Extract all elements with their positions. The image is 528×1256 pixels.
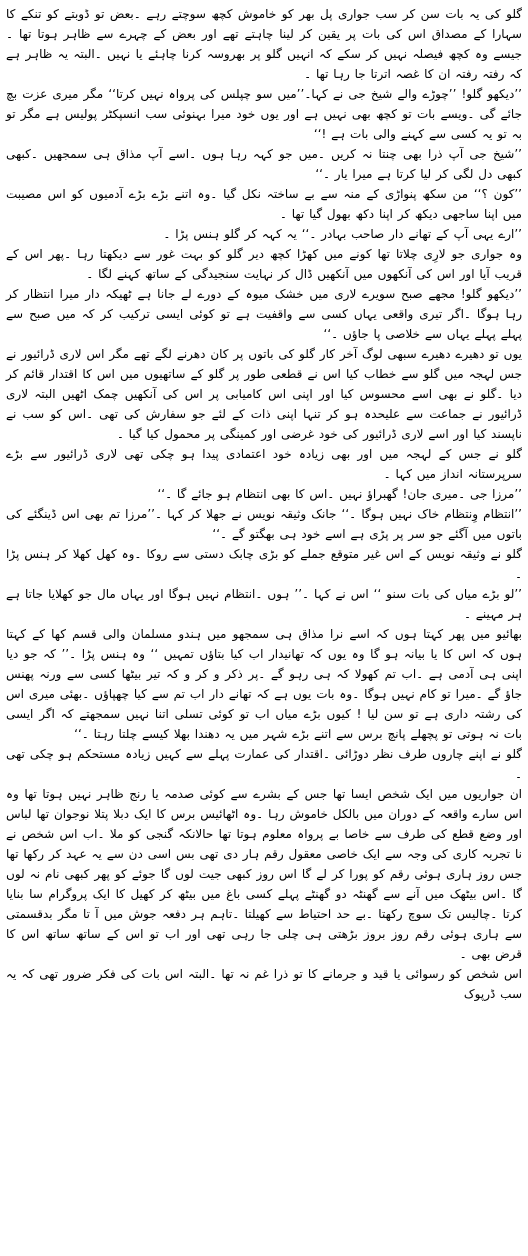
paragraph-5: ’’ارے یہی آپ کے تھانے دار صاحب بہادر ۔‘‘ یہ کہہ کر گلو ہنس پڑا ۔ [163,227,522,241]
paragraph-11: ’’انتظام وِنتظام خاک نہیں ہوگا ۔‘‘ جانک وثیقہ نویس نے جھلا کر کہا ۔’’مرزا تم بھی اس ڈینگئے کی باتوں میں آگئے جو سر پر پڑی ہے اسے خود ہی بھگتو گے ۔‘‘ [6,507,522,541]
paragraph-6: وہ جواری جو لارِی چلاتا تھا کونے میں کھڑا کچھ دیر گلو کو بہت غور سے دیکھتا رہا ۔پھر اس کے قریب آیا اور اس کی آنکھوں میں آنکھیں ڈال کر نہایت سنجیدگی کے ساتھ کہنے لگا ۔ [6,247,522,281]
paragraph-4: ’’کون ؟‘‘ من سکھ پنواڑی کے منہ سے بے ساختہ نکل گیا ۔وہ اتنے بڑے بڑے آدمیوں کو اس مصیبت میں اپنا ساجھی دیکھ کر اپنا دکھ بھول گیا تھا ۔ [6,187,522,221]
paragraph-14: بھائیو میں پھر کہتا ہوں کہ اسے نرا مذاق ہی سمجھو میں ہندو مسلمان والی قسم کھا کے کہتا ہوں کہ اس کا یا بیانہ ہو گا وہ یوں کہ تھانیدار اب کیا بتاؤں تمہیں ‘‘ وہ ہنس پڑا ۔’’ کہ جو دیا اپنی ہی آدمی ہے ۔اب تم کھولا کہ ہی رہو گے ۔پر ذکر و کر و کہ تیر بیٹھا کسی سے ورنہ پھنس جاؤ گے ۔میرا تو کام نہیں ہوگا ۔وہ بات یوں ہے کہ تھانے دار اب تم سے کیا چھپاؤں ۔بھئی میری اس کی رشتہ داری ہے تو سن لیا ! کیوں بڑے میاں اب تو کوئی تسلی اتنا نہیں سمجھتے کہ اگر ایسی بات نہ ہوتی تو پچھلے پانچ برس سے اتنے بڑے شہر میں یہ دھندا بھلا کیسے چلتا رہتا ۔‘‘ [6,627,522,741]
paragraph-8: یوں تو دھیرے دھیرے سبھی لوگ آخر کار گلو کی باتوں پر کان دھرنے لگے تھے مگر اس لاری ڈرائیور نے جس لہجہ میں گلو سے خطاب کیا اس نے قطعی طور پر گلو کے ساتھیوں میں اس کا اقتدار قائم کر دیا ۔گلو نے بھی اسے محسوس کیا اور اپنی اس کامیابی پر اس کی آنکھیں چمک اٹھیں البتہ لاری ڈرائیور نے جماعت سے علیحدہ ہو کر تنہا اپنی ذات کے لئے جو سفارش کی تھی ۔اس کو سب نے ناپسند کیا اور اسے لاری ڈرائیور کی خود غرضی اور کمینگی پر محمول کیا گیا ۔ [6,347,522,441]
paragraph-16: ان جواریوں میں ایک شخص ایسا تھا جس کے بشرے سے کوئی صدمہ یا رنج ظاہر نہیں ہوتا تھا وہ اس سارے واقعہ کے دوران میں بالکل خاموش رہا ۔وہ اٹھائیس برس کا ایک دبلا پتلا نوجوان تھا لباس اور وضع قطع کی طرف سے خاصا بے پرواہ معلوم ہوتا تھا حالانکہ گنجی کو ملا ۔اب اس شخص نے نا تجربہ کاری کی وجہ سے ایک خاصی معقول رقم ہار دی تھی بس اسی دن سے یہ عہد کر رکھا تھا جس روز ہاری ہوئی رقم کو پورا کر لے گا اس روز کبھی جیت لوں گا جوئے کو پھر کبھی نام نہ لوں گا ۔اس بیٹھک میں آنے سے گھنٹہ دو گھنٹے پہلے کسی باغ میں بیٹھ کر کھیل کا ایک پروگرام سا بنایا کرتا ۔چالیس تک سوچ رکھتا ۔بے حد احتیاط سے کھیلتا ۔تاہم ہر دفعہ جوش میں آ تا مگر بدقسمتی سے ہاری ہوئی رقم روز بروز بڑھتی ہی چلی جا رہی تھی اور اب تو اس کے ساتھ ساتھ اس کا قرض بھی ۔ [6,787,522,961]
paragraph-17: اس شخص کو رسوائی یا قید و جرمانے کا تو ذرا غم نہ تھا ۔البتہ اس بات کی فکر ضرور تھی کہ یہ سب ڈرپوک [6,967,522,1001]
paragraph-9: گلو نے جس کے لہجہ میں اور بھی زیادہ خود اعتمادی پیدا ہو چکی تھی لاری ڈرائیور سے بڑے سرپرستانہ انداز میں کہا ۔ [6,447,522,481]
paragraph-15: گلو نے اپنے چاروں طرف نظر دوڑائی ۔اقتدار کی عمارت پہلے سے کہیں زیادہ مستحکم ہو چکی تھی ۔ [6,747,522,781]
paragraph-12: گلو نے وثیقہ نویس کے اس غیر متوقع جملے کو بڑی چابک دستی سے روکا ۔وہ کھل کھلا کر ہنس پڑا ۔ [6,547,522,581]
paragraph-7: ’’دیکھو گلو! مجھے صبح سویرے لاری میں خشک میوہ کے دورے لے جانا ہے ٹھیکہ دار میرا انتظار کر رہا ہوگا ۔اگر تیری واقعی یہاں کسی سے واقفیت ہے تو کوئی ایسی ترکیب کر کہ میں صبح سے پہلے پہلے یہاں سے خلاصی پا جاؤں ۔‘‘ [6,287,522,341]
paragraph-13: ’’لو بڑے میاں کی بات سنو ‘‘ اس نے کہا ۔’’ ہوں ۔انتظام نہیں ہوگا اور یہاں مال جو کھلایا جاتا ہے ہر مہینے ۔ [6,587,522,621]
paragraph-1: گلو کی یہ بات سن کر سب جواری پل بھر کو خاموش کچھ سوچتے رہے ۔بعض تو ڈوبتے کو تنکے کا سہارا کے مصداق اس کی بات پر یقین کر لینا چاہتے تھے اور بعض کے چہرے سے ظاہر ہوتا تھا ۔جیسے وہ کچھ فیصلہ نہیں کر سکے کہ انہیں گلو پر بھروسہ کرنا چاہئے یا نہیں ۔البتہ یہ ظاہر ہے کہ رفتہ رفتہ ان کا غصہ اترتا جا رہا تھا ۔ [6,7,522,81]
paragraph-10: ’’مرزا جی ۔میری جان! گھبراؤ نہیں ۔اس کا بھی انتظام ہو جائے گا ۔‘‘ [157,487,522,501]
paragraph-3: ’’شیخ جی آپ ذرا بھی چنتا نہ کریں ۔میں جو کہہ رہا ہوں ۔اسے آپ مذاق ہی سمجھیں ۔کبھی کبھی دل لگی کر لیا کرتا ہے میرا یار ۔‘‘ [6,147,522,181]
paragraph-2: ’’دیکھو گلو! ’’چوڑے والے شیخ جی نے کہا۔’’میں سو چپلس کی پرواہ نہیں کرتا‘‘ مگر میری عزت بچ جائے گی ۔ویسے بات تو کچھ بھی نہیں ہے اور یوں خود میرا بہنوئی سب انسپکٹر پولیس ہے مگر تو بہ تو یہ کسی سے کہنے والی بات ہے !‘‘ [6,87,522,141]
